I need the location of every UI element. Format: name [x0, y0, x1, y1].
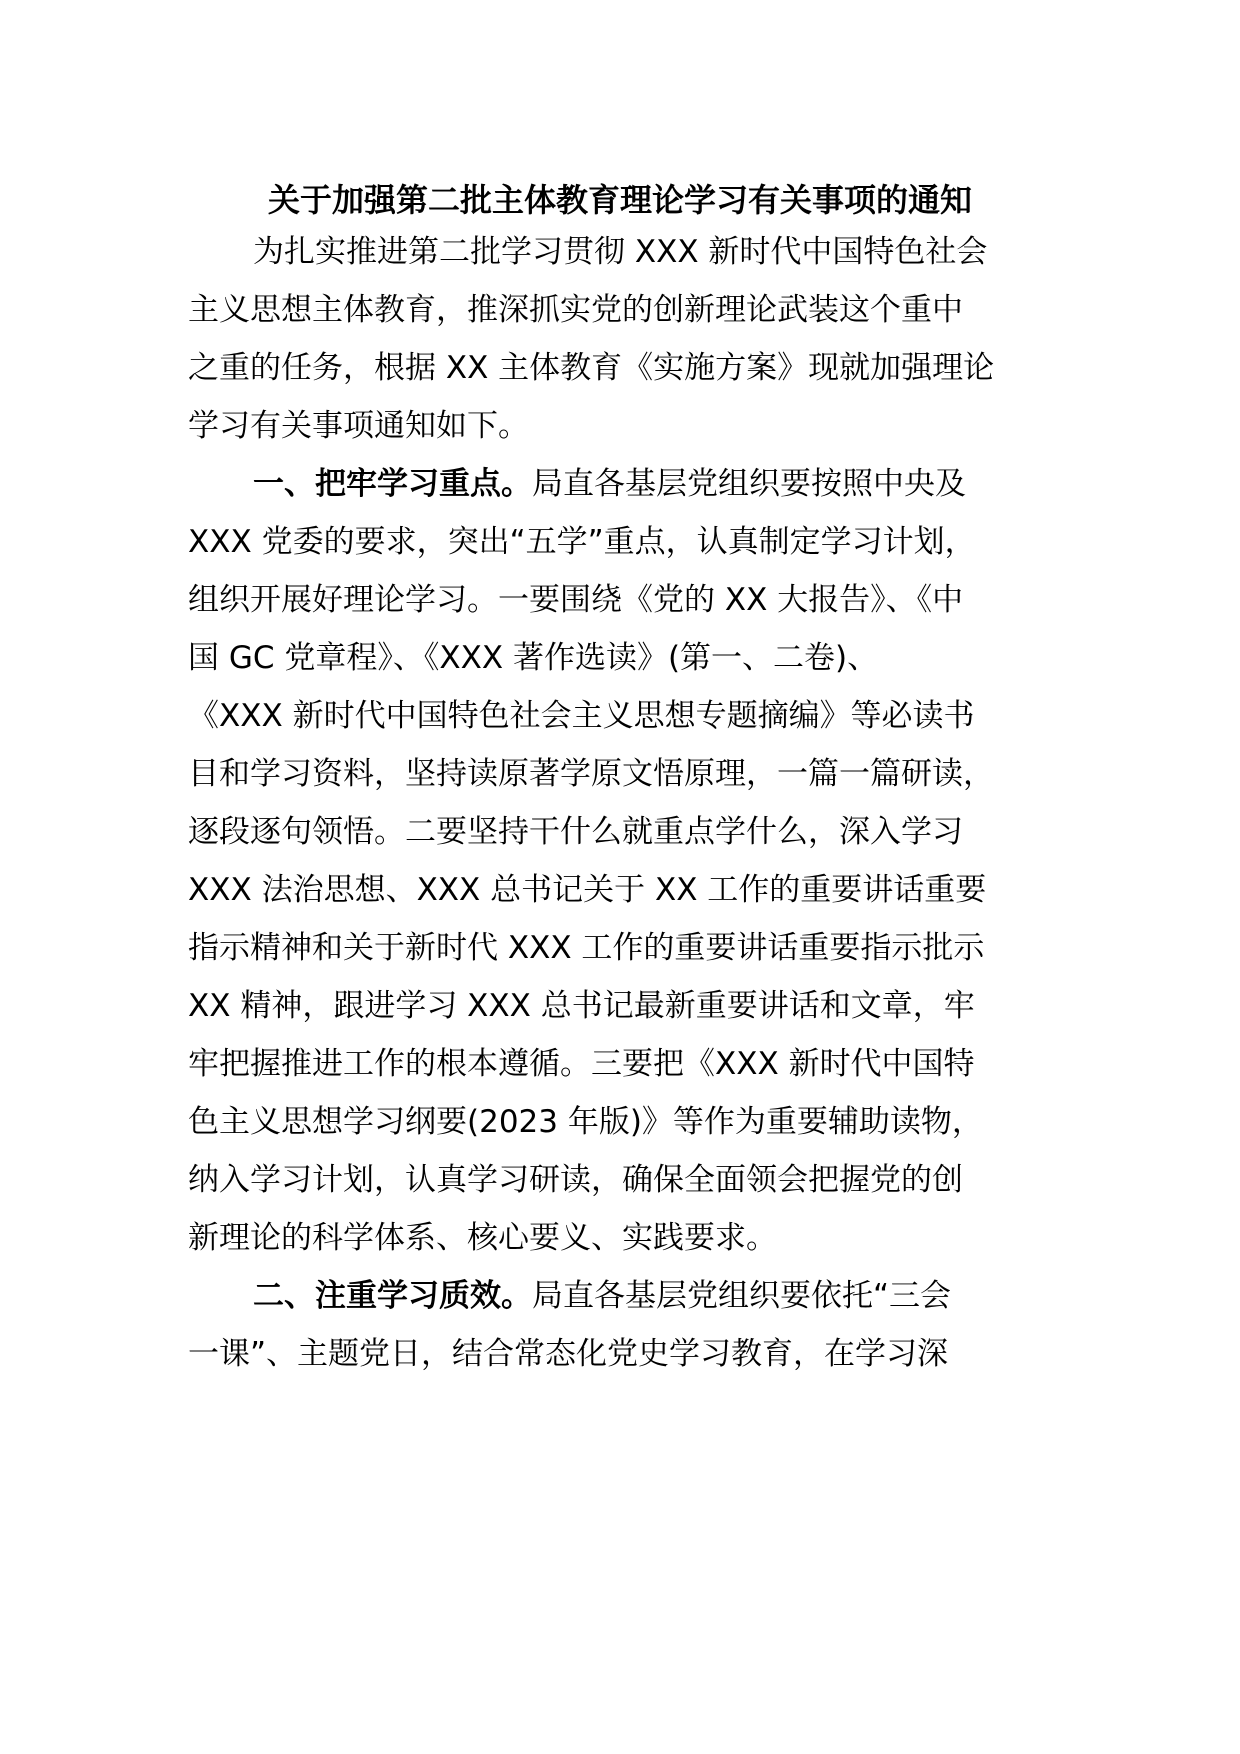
- section-two-first-line: [253, 1272, 951, 1320]
- section-heading-2: 二、注重学习质效。: [253, 1278, 532, 1314]
- section-heading-1: 一、把牢学习重点。: [253, 466, 532, 502]
- paragraph-line: 色主义思想学习纲要(2023 年版)》等作为重要辅助读物，: [188, 1104, 983, 1140]
- section-one-first-line: [253, 460, 966, 508]
- paragraph-line: 一课”、主题党日，结合常态化党史学习教育，在学习深: [188, 1336, 949, 1372]
- paragraph-line: 新理论的科学体系、核心要义、实践要求。: [188, 1220, 777, 1256]
- paragraph-line: XXX 法治思想、XXX 总书记关于 XX 工作的重要讲话重要: [188, 872, 987, 908]
- paragraph-line: 主义思想主体教育，推深抓实党的创新理论武装这个重中: [188, 292, 963, 328]
- paragraph-line: 之重的任务，根据 XX 主体教育《实施方案》现就加强理论: [188, 350, 995, 386]
- paragraph-line: 目和学习资料，坚持读原著学原文悟原理，一篇一篇研读，: [188, 756, 994, 792]
- paragraph-line: 指示精神和关于新时代 XXX 工作的重要讲话重要指示批示: [188, 930, 985, 966]
- paragraph-line: 学习有关事项通知如下。: [188, 408, 529, 444]
- paragraph-line: XXX 党委的要求，突出“五学”重点，认真制定学习计划，: [188, 524, 976, 560]
- document-title: 关于加强第二批主体教育理论学习有关事项的通知: [267, 181, 972, 219]
- paragraph-line: 国 GC 党章程》、《XXX 著作选读》(第一、二卷)、: [188, 640, 879, 676]
- paragraph-line: 纳入学习计划，认真学习研读，确保全面领会把握党的创: [188, 1162, 963, 1198]
- paragraph-text: 局直各基层党组织要按照中央及: [532, 466, 966, 502]
- paragraph-line: XX 精神，跟进学习 XXX 总书记最新重要讲话和文章，牢: [188, 988, 975, 1024]
- paragraph-line: 为扎实推进第二批学习贯彻 XXX 新时代中国特色社会: [253, 234, 988, 270]
- paragraph-line: 牢把握推进工作的根本遵循。三要把《XXX 新时代中国特: [188, 1046, 975, 1082]
- paragraph-line: 组织开展好理论学习。一要围绕《党的 XX 大报告》、《中: [188, 582, 964, 618]
- paragraph-line: 逐段逐句领悟。二要坚持干什么就重点学什么，深入学习: [188, 814, 963, 850]
- paragraph-text: 局直各基层党组织要依托“三会: [532, 1278, 952, 1314]
- paragraph-line: 《XXX 新时代中国特色社会主义思想专题摘编》等必读书: [188, 698, 975, 734]
